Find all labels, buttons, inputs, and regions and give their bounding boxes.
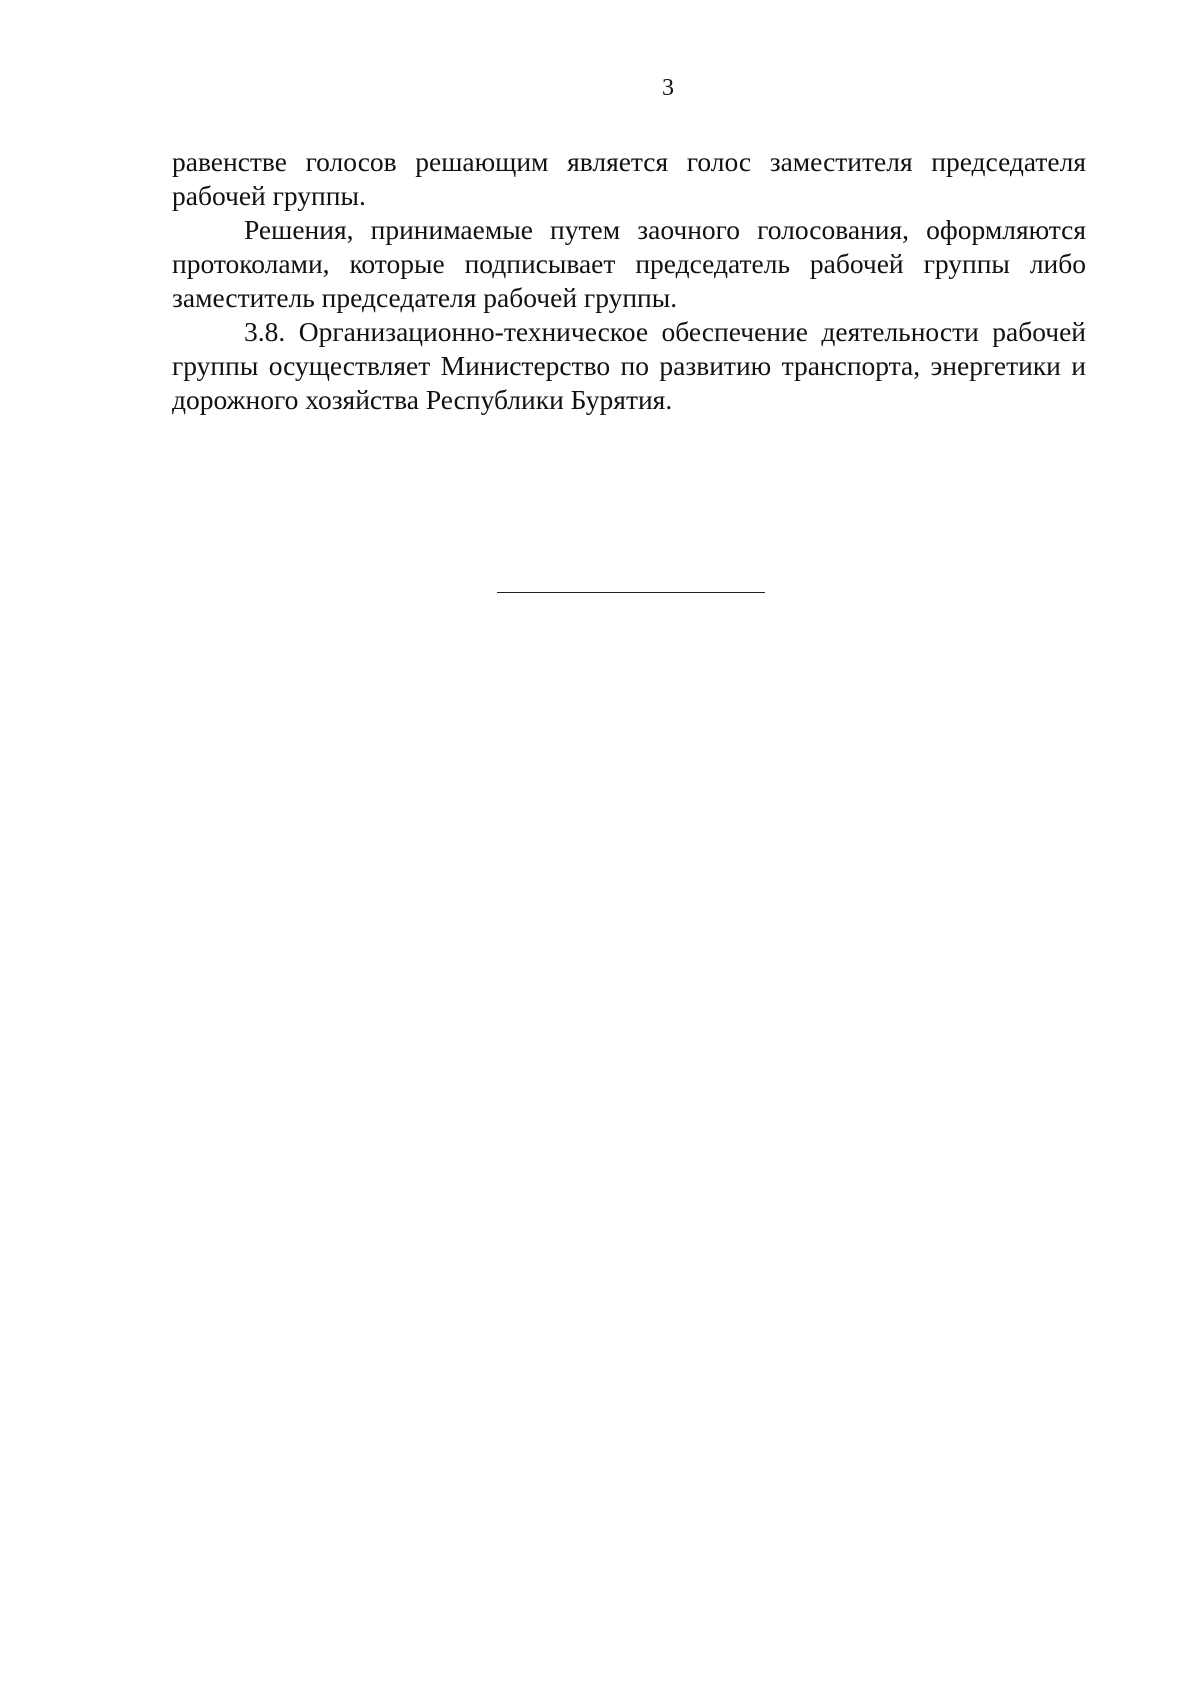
page-number: 3 <box>662 75 674 101</box>
paragraph-absentee-voting-decisions: Решения, принимаемые путем заочного голосования, оформляются протоколами, которые подписывает председатель рабочей группы либо заместитель председателя рабочей группы. <box>172 214 1086 313</box>
paragraph-clause-3-8: 3.8. Организационно-техническое обеспечение деятельности рабочей группы осуществляет Министерство по развитию транспорта, энергетики и дорожного хозяйства Республики Бурятия. <box>172 316 1086 415</box>
closing-divider-line <box>497 592 765 593</box>
paragraph-vote-equality: равенстве голосов решающим является голос заместителя председателя рабочей группы. <box>172 146 1086 211</box>
document-body <box>172 145 1086 417</box>
